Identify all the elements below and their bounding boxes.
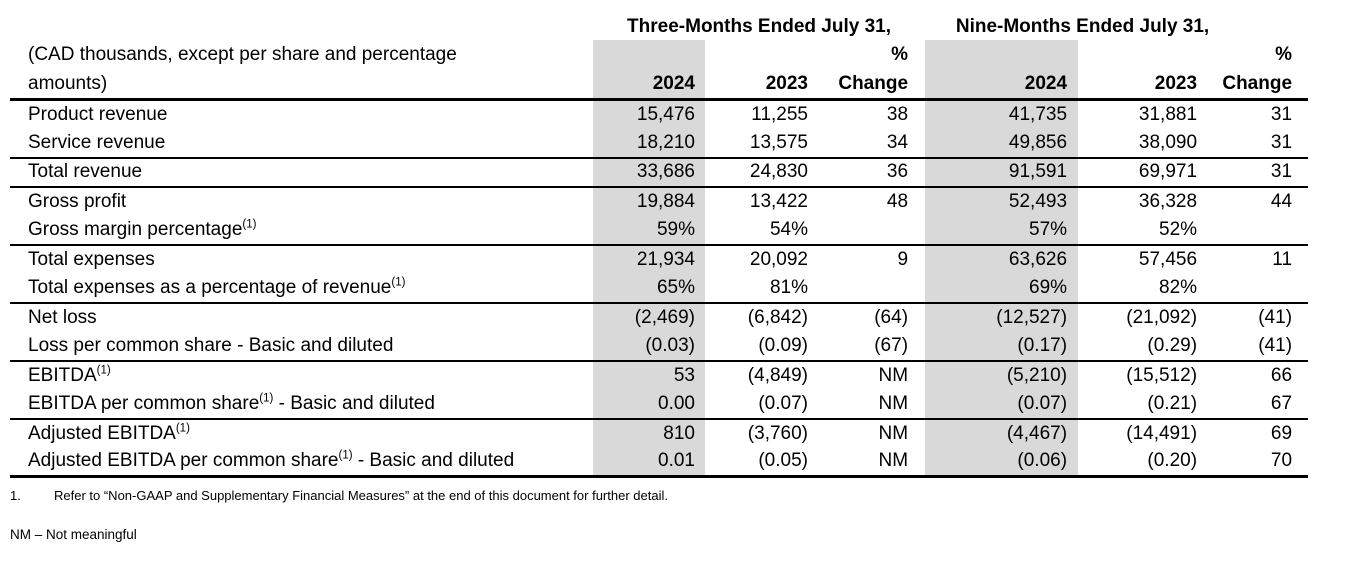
value-cell: (2,469) <box>593 303 705 332</box>
row-label-cell <box>10 245 593 274</box>
value-cell: 70 <box>1203 448 1308 477</box>
row-label: Total revenue <box>28 161 143 182</box>
table-header <box>10 12 1308 100</box>
value-cell: (0.07) <box>705 390 812 419</box>
three-months-group-header: Three-Months Ended July 31, <box>627 16 891 37</box>
header-3m-2024 <box>593 40 705 100</box>
value-cell: 31,881 <box>1138 103 1198 125</box>
value-cell: 69% <box>925 274 1078 303</box>
table-row-adjusted-ebitda-per-share <box>10 448 1308 477</box>
value-cell: 65% <box>593 274 705 303</box>
value-cell: (41) <box>1258 306 1293 328</box>
value-cell: (0.09) <box>705 332 812 361</box>
percent-sign: % <box>891 44 909 65</box>
value-cell: 53 <box>593 361 705 390</box>
table-row-ebitda <box>10 361 1308 390</box>
row-label: Net loss <box>28 306 97 328</box>
value-cell: NM <box>878 364 909 386</box>
row-label-cell <box>10 332 593 361</box>
value-cell: 82% <box>1078 274 1203 303</box>
value-cell: 21,934 <box>593 245 705 274</box>
value-cell: 11,255 <box>751 103 808 125</box>
value-cell <box>1203 274 1308 303</box>
value-cell: 91,591 <box>925 158 1078 187</box>
value-cell: (15,512) <box>1126 364 1198 386</box>
footnote-1 <box>10 488 1349 503</box>
value-cell: 69 <box>1270 422 1293 444</box>
footnote-ref: (1) <box>96 364 111 377</box>
row-label: Adjusted EBITDA <box>28 422 176 444</box>
table-row-ebitda-per-share <box>10 390 1308 419</box>
value-cell: (0.06) <box>925 448 1078 477</box>
row-label-cell <box>10 361 593 390</box>
value-cell: (0.05) <box>705 448 812 477</box>
table-row-total-expenses <box>10 245 1308 274</box>
value-cell: (0.20) <box>1078 448 1203 477</box>
header-9m-2024 <box>925 40 1078 100</box>
value-cell: 52,493 <box>925 187 1078 216</box>
header-3m-pct-change <box>812 40 925 100</box>
value-cell: 69,971 <box>1078 158 1203 187</box>
row-label-cell <box>10 390 593 419</box>
row-label: Product revenue <box>28 103 168 125</box>
value-cell: 33,686 <box>593 158 705 187</box>
table-row-total-revenue <box>10 158 1308 187</box>
nm-definition-note: NM – Not meaningful <box>10 527 137 542</box>
row-label-cell <box>10 448 593 477</box>
row-label-cell <box>10 158 593 187</box>
value-cell: 9 <box>897 248 909 270</box>
row-label-cell <box>10 100 593 129</box>
value-cell: 31 <box>1270 103 1293 125</box>
value-cell: 18,210 <box>593 129 705 158</box>
value-cell: (3,760) <box>747 422 808 444</box>
table-row-gross-margin-percentage <box>10 216 1308 245</box>
value-cell: 44 <box>1270 190 1293 212</box>
value-cell: 0.00 <box>593 390 705 419</box>
row-label: Gross margin percentage <box>28 218 243 240</box>
year-label: 2024 <box>1024 73 1068 94</box>
header-9m-pct-change <box>1203 40 1308 100</box>
value-cell: (67) <box>812 332 925 361</box>
value-cell: 11 <box>1272 248 1293 270</box>
value-cell <box>812 274 925 303</box>
footnote-number: 1. <box>10 488 21 503</box>
value-cell: 15,476 <box>593 100 705 129</box>
value-cell: 49,856 <box>925 129 1078 158</box>
row-label-suffix: - Basic and diluted <box>273 392 435 414</box>
value-cell: 36,328 <box>1138 190 1198 212</box>
row-label: Gross profit <box>28 190 127 212</box>
row-label: Total expenses as a percentage of revenue <box>28 276 392 298</box>
row-label: EBITDA per common share <box>28 392 260 414</box>
percent-sign: % <box>1275 44 1293 65</box>
change-label: Change <box>838 73 909 94</box>
value-cell: 34 <box>812 129 925 158</box>
value-cell <box>812 216 925 245</box>
period-group-row <box>10 12 1308 40</box>
row-label-cell <box>10 129 593 158</box>
value-cell <box>1203 216 1308 245</box>
caption-line-1: (CAD thousands, except per share and percentage <box>28 44 457 65</box>
row-label-cell <box>10 303 593 332</box>
year-label: 2023 <box>1154 73 1198 94</box>
value-cell: 31 <box>1203 129 1308 158</box>
value-cell: 59% <box>593 216 705 245</box>
table-row-gross-profit <box>10 187 1308 216</box>
row-label: Service revenue <box>28 131 166 153</box>
table-row-adjusted-ebitda <box>10 419 1308 448</box>
footnote-ref: (1) <box>242 218 257 231</box>
value-cell: (5,210) <box>925 361 1078 390</box>
footnote-ref: (1) <box>259 392 274 405</box>
row-label-cell <box>10 216 593 245</box>
value-cell: NM <box>878 422 909 444</box>
value-cell: 38 <box>886 103 909 125</box>
table-row-product-revenue <box>10 100 1308 129</box>
footnote-ref: (1) <box>338 449 353 462</box>
table-caption-cell <box>10 40 593 100</box>
value-cell: (4,467) <box>925 419 1078 448</box>
value-cell: 31 <box>1203 158 1308 187</box>
value-cell: 57% <box>925 216 1078 245</box>
value-cell: 13,575 <box>705 129 812 158</box>
row-label-suffix: - Basic and diluted <box>352 450 515 472</box>
nine-months-group-header: Nine-Months Ended July 31, <box>955 16 1210 37</box>
value-cell: (0.29) <box>1078 332 1203 361</box>
value-cell: 41,735 <box>925 100 1078 129</box>
footnote-ref: (1) <box>391 276 406 289</box>
value-cell: 810 <box>593 419 705 448</box>
row-label: Adjusted EBITDA per common share <box>28 450 339 472</box>
value-cell: 67 <box>1203 390 1308 419</box>
value-cell: (0.17) <box>925 332 1078 361</box>
value-cell: (14,491) <box>1126 422 1198 444</box>
value-cell: 24,830 <box>705 158 812 187</box>
value-cell: 54% <box>705 216 812 245</box>
value-cell: 66 <box>1270 364 1293 386</box>
caption-line-2: amounts) <box>28 73 108 94</box>
table-row-net-loss <box>10 303 1308 332</box>
value-cell: (12,527) <box>925 303 1078 332</box>
year-label: 2023 <box>765 73 808 94</box>
value-cell: NM <box>812 448 925 477</box>
value-cell: (0.03) <box>593 332 705 361</box>
value-cell: 48 <box>886 190 909 212</box>
table-row-service-revenue <box>10 129 1308 158</box>
empty-corner-cell <box>10 12 593 40</box>
value-cell: 57,456 <box>1138 248 1198 270</box>
value-cell: (0.07) <box>925 390 1078 419</box>
row-label-cell <box>10 419 593 448</box>
footnote-text: Refer to “Non-GAAP and Supplementary Financial Measures” at the end of this document for further detail. <box>54 488 668 503</box>
value-cell: (41) <box>1203 332 1308 361</box>
value-cell: 52% <box>1078 216 1203 245</box>
value-cell: 13,422 <box>749 190 808 212</box>
value-cell: 38,090 <box>1078 129 1203 158</box>
value-cell: 19,884 <box>593 187 705 216</box>
year-label: 2024 <box>652 73 695 94</box>
row-label: Total expenses <box>28 248 155 270</box>
value-cell: (0.21) <box>1078 390 1203 419</box>
row-label-cell <box>10 274 593 303</box>
footnote-ref: (1) <box>175 422 190 435</box>
value-cell: (4,849) <box>747 364 808 386</box>
table-row-total-expenses-percentage <box>10 274 1308 303</box>
value-cell: (64) <box>874 306 909 328</box>
table-body <box>10 100 1308 477</box>
row-label-cell <box>10 187 593 216</box>
value-cell: 20,092 <box>749 248 808 270</box>
value-cell: NM <box>812 390 925 419</box>
value-cell: 36 <box>812 158 925 187</box>
value-cell: 63,626 <box>925 245 1078 274</box>
table-row-loss-per-share <box>10 332 1308 361</box>
header-3m-2023 <box>705 40 812 100</box>
column-header-row <box>10 40 1308 100</box>
row-label: EBITDA <box>28 364 97 386</box>
value-cell: (21,092) <box>1126 306 1198 328</box>
value-cell: (6,842) <box>747 306 808 328</box>
row-label: Loss per common share - Basic and diluted <box>28 334 394 356</box>
financial-results-table <box>10 12 1308 478</box>
change-label: Change <box>1222 73 1293 94</box>
value-cell: 0.01 <box>593 448 705 477</box>
header-9m-2023 <box>1078 40 1203 100</box>
value-cell: 81% <box>705 274 812 303</box>
